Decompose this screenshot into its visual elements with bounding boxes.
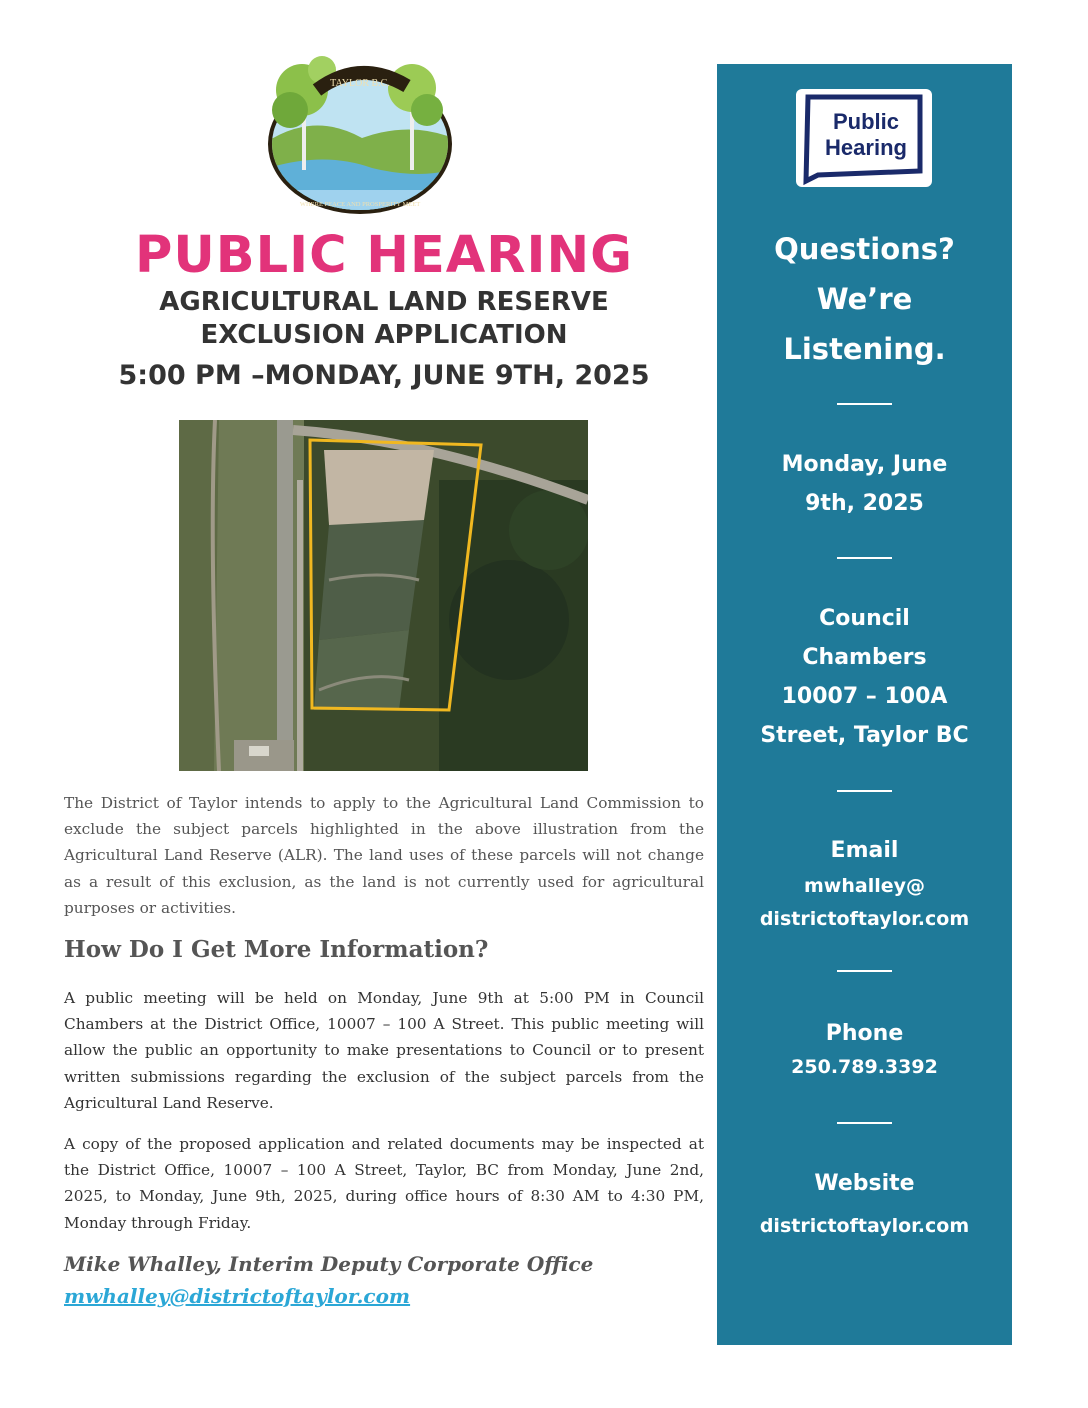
divider <box>837 403 892 405</box>
public-hearing-badge-icon <box>796 89 932 187</box>
sidebar-website[interactable]: districtoftaylor.com <box>759 1215 970 1237</box>
info-heading: How Do I Get More Information? <box>64 936 489 963</box>
signature-email-link[interactable]: mwhalley@districtoftaylor.com <box>64 1284 411 1308</box>
divider <box>837 1122 892 1124</box>
intro-paragraph: The District of Taylor intends to apply to the Agricultural Land Commission to exclude the subject parcels highlighted in the above illustration from the Agricultural Land Reserve (ALR). The land uses of these parcels will not change as a result of this exclusion, as the land is not currently used for agricultural purposes or activities. <box>64 794 704 917</box>
subtitle-line-2: EXCLUSION APPLICATION <box>200 320 568 350</box>
location-line-2: Chambers <box>802 645 927 670</box>
page-title: PUBLIC HEARING <box>134 226 634 285</box>
sidebar-location <box>717 599 1012 755</box>
logo-motto: WHERE PEACE AND PROSPERITY MEET <box>299 201 421 208</box>
divider <box>837 970 892 972</box>
location-line-1: Council <box>819 606 910 631</box>
badge-line-2: Hearing <box>825 135 907 160</box>
location-line-3: 10007 – 100A <box>781 684 948 709</box>
sidebar-phone: 250.789.3392 <box>791 1056 938 1078</box>
info-paragraph-1: A public meeting will be held on Monday, June 9th at 5:00 PM in Council Chambers at the District Office, 10007 – 100 A Street. This public meeting will allow the public an opportunity to make presentations to Council or to present written submissions regarding the exclusion of the subject parcels from the Agricultural Land Reserve. <box>64 989 704 1112</box>
sidebar-date <box>717 445 1012 523</box>
email-line-2: districtoftaylor.com <box>759 908 970 930</box>
email-line-1: mwhalley@ <box>804 875 925 897</box>
logo-arc-text: TAYLOR B.C. <box>330 78 390 89</box>
questions-line-1: Questions? <box>774 232 955 266</box>
questions-line-2: We’re <box>816 282 913 316</box>
questions-heading <box>717 224 1012 374</box>
subtitle-line-1: AGRICULTURAL LAND RESERVE <box>159 287 609 317</box>
subtitle <box>64 286 704 352</box>
sidebar-email[interactable] <box>717 870 1012 936</box>
email-label: Email <box>830 838 899 863</box>
badge-line-1: Public <box>832 109 900 134</box>
location-line-4: Street, Taylor BC <box>760 723 969 748</box>
contact-sidebar <box>717 64 1012 1345</box>
divider <box>837 790 892 792</box>
info-paragraph-2: A copy of the proposed application and related documents may be inspected at the District Office, 10007 – 100 A Street, Taylor, BC from Monday, June 2nd, 2025, to Monday, June 9th, 2025, during office hours of 8:30 AM to 4:30 PM, Monday through Friday. <box>64 1135 704 1232</box>
district-of-taylor-logo <box>262 40 458 218</box>
website-label: Website <box>814 1171 915 1196</box>
date-line-2: 9th, 2025 <box>805 491 924 516</box>
phone-label: Phone <box>825 1021 904 1046</box>
aerial-map-image <box>179 420 588 771</box>
signature-name: Mike Whalley, Interim Deputy Corporate Office <box>64 1252 594 1276</box>
date-line-1: Monday, June <box>781 452 948 477</box>
hearing-datetime: 5:00 PM –MONDAY, JUNE 9TH, 2025 <box>118 360 650 391</box>
questions-line-3: Listening. <box>783 332 946 366</box>
divider <box>837 557 892 559</box>
public-hearing-badge <box>796 89 932 187</box>
